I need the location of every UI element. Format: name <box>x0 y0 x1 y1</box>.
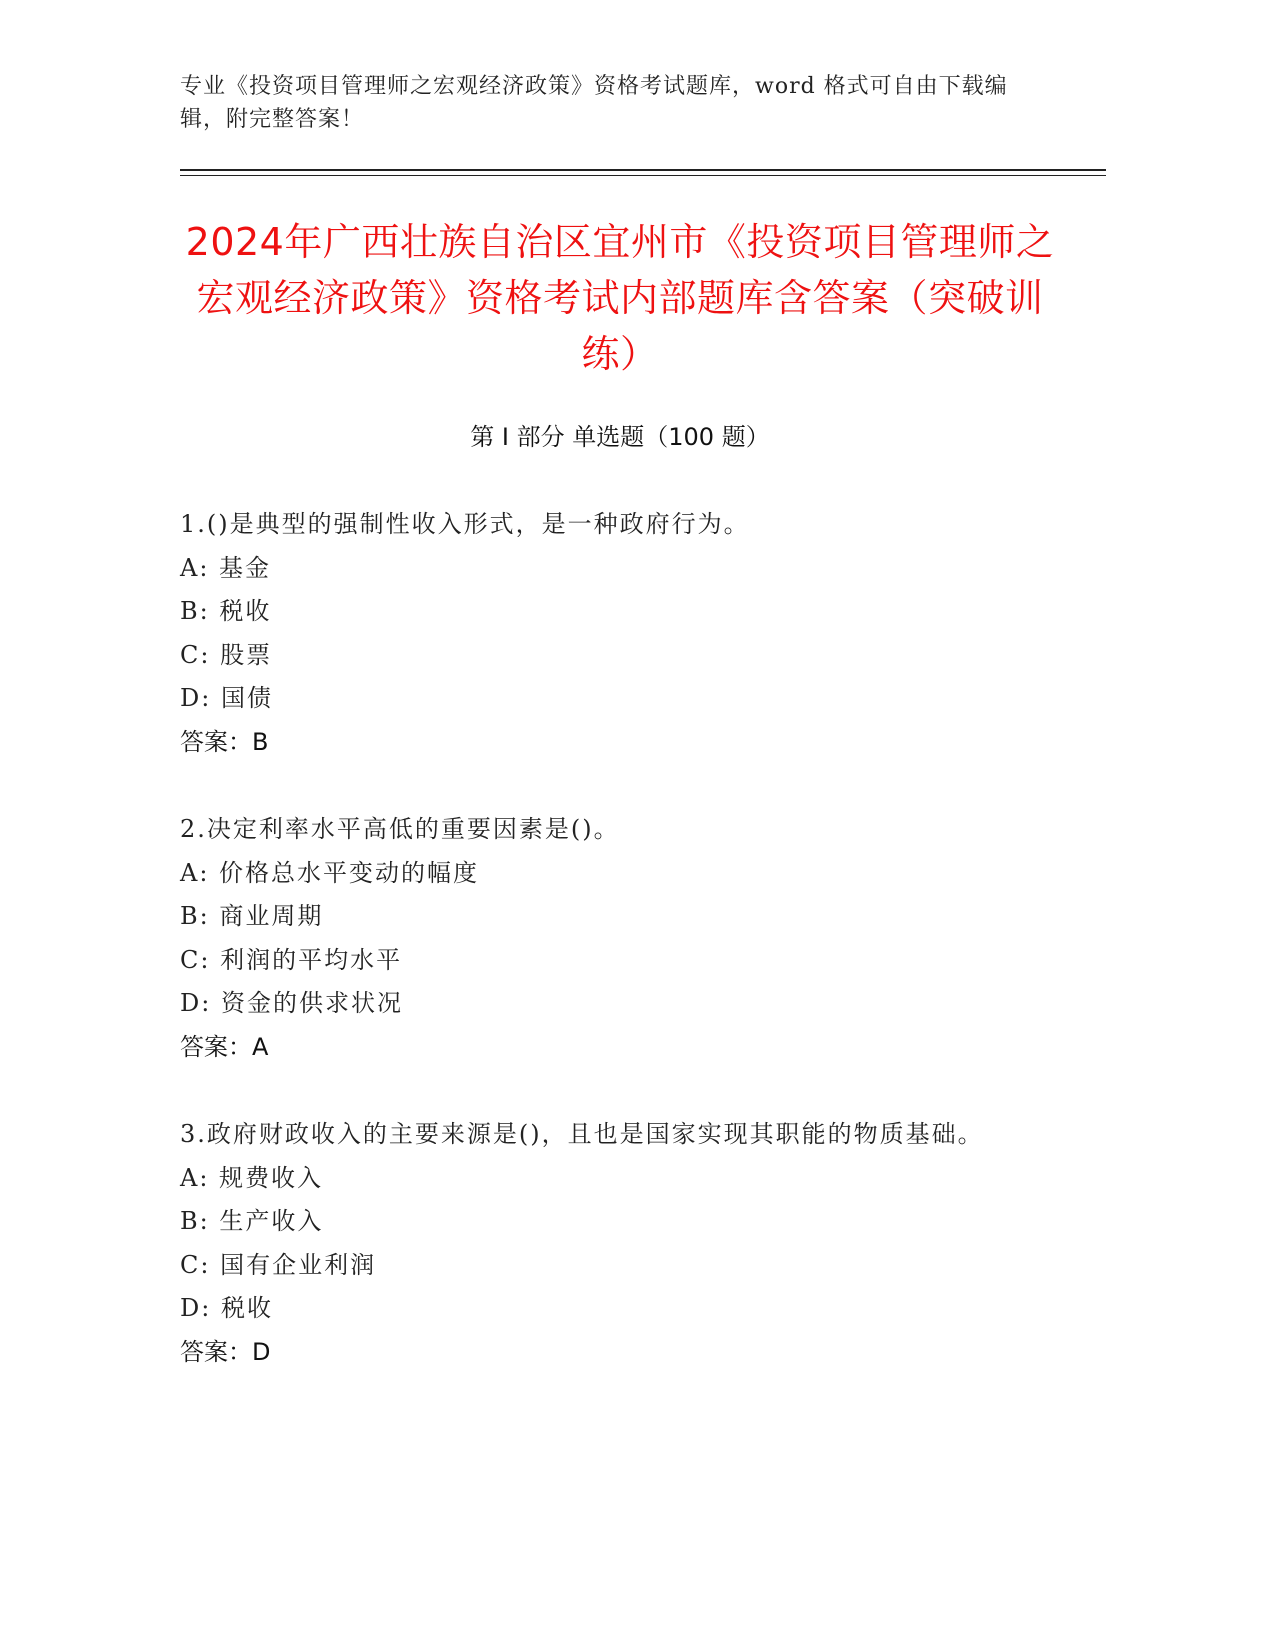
question-2 <box>180 808 1060 1069</box>
document-title: 2024年广西壮族自治区宜州市《投资项目管理师之宏观经济政策》资格考试内部题库含答案（突破训练） <box>185 220 1055 376</box>
answer: 答案：B <box>180 727 269 756</box>
option-a: A: 价格总水平变动的幅度 <box>180 858 480 887</box>
option-d: D: 资金的供求状况 <box>180 989 403 1017</box>
question-1 <box>180 503 1060 764</box>
section-title: 第 I 部分 单选题（100 题） <box>470 423 770 451</box>
option-a: A: 基金 <box>180 553 272 582</box>
question-stem: 3.政府财政收入的主要来源是()，且也是国家实现其职能的物质基础。 <box>180 1120 984 1148</box>
option-b: B: 税收 <box>180 597 272 625</box>
answer: 答案：D <box>180 1337 271 1366</box>
header-divider-thin <box>180 175 1106 176</box>
question-stem: 2.决定利率水平高低的重要因素是()。 <box>180 815 620 843</box>
option-c: C: 股票 <box>180 640 273 669</box>
option-d: D: 税收 <box>180 1294 273 1322</box>
question-stem: 1.()是典型的强制性收入形式，是一种政府行为。 <box>180 510 750 538</box>
option-c: C: 国有企业利润 <box>180 1250 377 1279</box>
option-b: B: 商业周期 <box>180 902 324 930</box>
answer: 答案：A <box>180 1032 269 1061</box>
option-a: A: 规费收入 <box>180 1163 324 1192</box>
option-b: B: 生产收入 <box>180 1207 324 1235</box>
option-c: C: 利润的平均水平 <box>180 945 403 974</box>
question-3 <box>180 1113 1060 1374</box>
header-divider-thick <box>180 169 1106 171</box>
option-d: D: 国债 <box>180 684 273 712</box>
header-note: 专业《投资项目管理师之宏观经济政策》资格考试题库，word 格式可自由下载编辑，附完整答案！ <box>180 74 1008 132</box>
